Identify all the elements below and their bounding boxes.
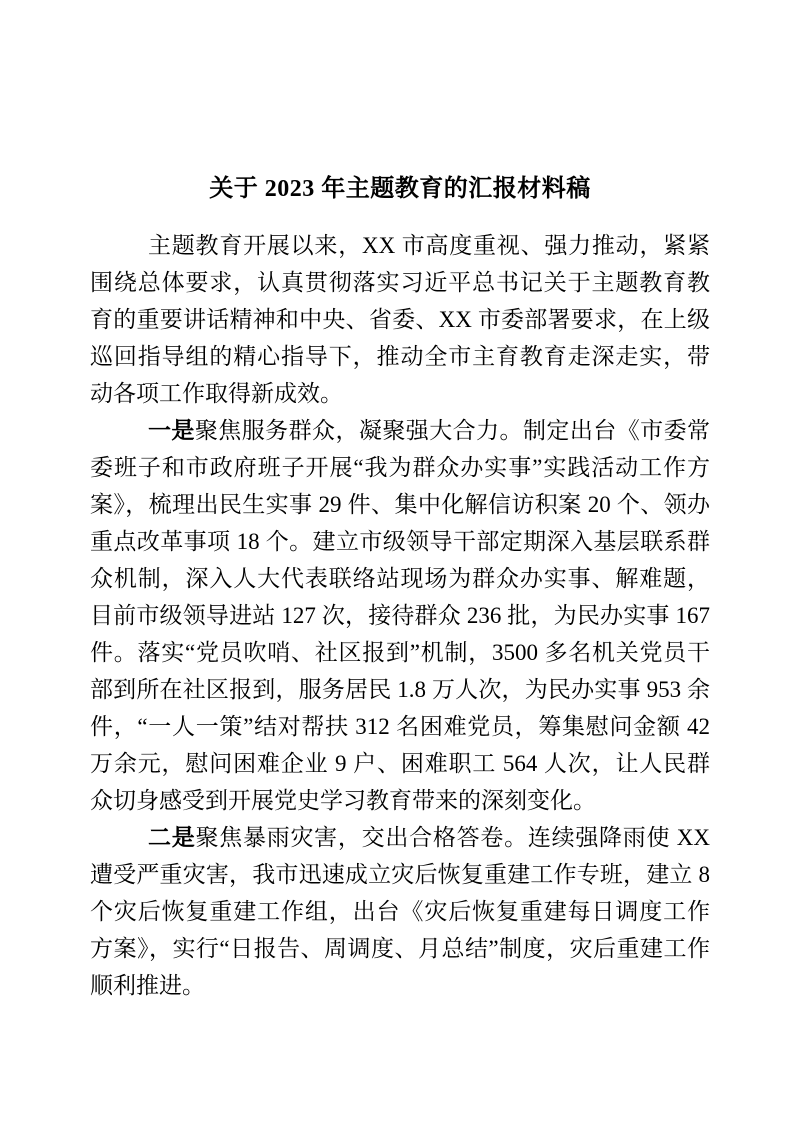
paragraph-point-one-lead: 一是 — [148, 418, 195, 443]
paragraph-point-one-text: 聚焦服务群众，凝聚强大合力。制定出台《市委常委班子和市政府班子开展“我为群众办实事”实践活动工作方案》，梳理出民生实事 29 件、集中化解信访积案 20 个、领办重点改革事项 18 个。建立市级领导干部定期深入基层联系群众机制，深入人大代表联络站现场为群众办实事、解难题，目前市级领导进站 127 次，接待群众 236 批，为民办实事 167 件。落实“党员吹哨、社区报到”机制，3500 多名机关党员干部到所在社区报到，服务居民 1.8 万人次，为民办实事 953 余件，“一人一策”结对帮扶 312 名困难党员，筹集慰问金额 42 万余元，慰问困难企业 9 户、困难职工 564 人次，让人民群众切身感受到开展党史学习教育带来的深刻变化。 — [90, 418, 711, 813]
paragraph-point-two-text: 聚焦暴雨灾害，交出合格答卷。连续强降雨使 XX 遭受严重灾害，我市迅速成立灾后恢复重建工作专班，建立 8 个灾后恢复重建工作组，出台《灾后恢复重建每日调度工作方案》，实行“日报告、周调度、月总结”制度，灾后重建工作顺利推进。 — [90, 825, 710, 998]
document-body — [90, 227, 710, 1004]
paragraph-point-two — [90, 819, 710, 1004]
paragraph-intro — [90, 227, 710, 412]
paragraph-point-one — [90, 412, 710, 819]
paragraph-intro-text: 主题教育开展以来，XX 市高度重视、强力推动，紧紧围绕总体要求，认真贯彻落实习近平总书记关于主题教育教育的重要讲话精神和中央、省委、XX 市委部署要求，在上级巡回指导组的精心指导下，推动全市主育教育走深走实，带动各项工作取得新成效。 — [90, 233, 710, 406]
document-title: 关于 2023 年主题教育的汇报材料稿 — [209, 176, 591, 202]
paragraph-point-two-lead: 二是 — [148, 825, 196, 850]
